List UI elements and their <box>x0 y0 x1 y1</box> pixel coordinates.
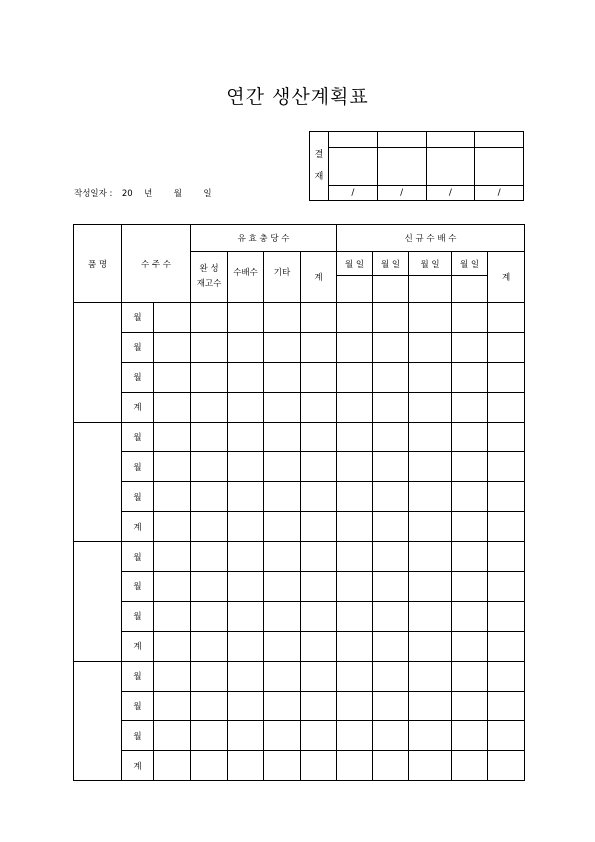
data-entry-cell[interactable] <box>264 691 301 721</box>
month-label: 월 <box>122 691 154 721</box>
data-entry-cell[interactable] <box>154 572 191 602</box>
data-entry-cell[interactable] <box>337 452 373 482</box>
month-day-entry-cell[interactable] <box>409 276 452 303</box>
data-entry-cell[interactable] <box>301 303 337 333</box>
approver-sign-cell[interactable] <box>329 148 378 186</box>
production-plan-table <box>73 224 525 781</box>
date-day-unit: 일 <box>203 189 212 199</box>
data-entry-cell[interactable] <box>409 572 452 602</box>
month-label: 월 <box>122 362 154 392</box>
header-month-day: 월 일 <box>373 252 409 276</box>
data-entry-cell[interactable] <box>452 721 488 751</box>
data-entry-cell[interactable] <box>228 751 264 781</box>
data-entry-cell[interactable] <box>452 392 488 422</box>
data-entry-cell[interactable] <box>301 362 337 392</box>
month-label: 월 <box>122 661 154 691</box>
table-row <box>74 601 525 631</box>
data-entry-cell[interactable] <box>301 631 337 661</box>
table-row <box>74 452 525 482</box>
approval-label <box>310 132 329 201</box>
data-entry-cell[interactable] <box>409 392 452 422</box>
data-entry-cell[interactable] <box>264 452 301 482</box>
data-entry-cell[interactable] <box>154 512 191 542</box>
data-entry-cell[interactable] <box>488 721 525 751</box>
header-new-total: 계 <box>488 252 525 303</box>
data-entry-cell[interactable] <box>191 362 228 392</box>
data-entry-cell[interactable] <box>452 572 488 602</box>
table-row <box>74 422 525 452</box>
data-entry-cell[interactable] <box>264 422 301 452</box>
data-entry-cell[interactable] <box>191 721 228 751</box>
data-entry-cell[interactable] <box>488 601 525 631</box>
product-name-cell[interactable] <box>74 542 122 662</box>
table-row <box>74 542 525 572</box>
data-entry-cell[interactable] <box>337 303 373 333</box>
month-label: 월 <box>122 572 154 602</box>
data-entry-cell[interactable] <box>373 572 409 602</box>
table-row <box>74 572 525 602</box>
date-line <box>74 187 212 199</box>
data-entry-cell[interactable] <box>154 303 191 333</box>
header-month-day: 월 일 <box>337 252 373 276</box>
month-label: 월 <box>122 303 154 333</box>
header-orders: 수 주 수 <box>122 225 191 303</box>
data-entry-cell[interactable] <box>337 512 373 542</box>
data-entry-cell[interactable] <box>301 721 337 751</box>
data-entry-cell[interactable] <box>409 303 452 333</box>
approver-title-cell[interactable] <box>329 132 378 148</box>
data-entry-cell[interactable] <box>264 661 301 691</box>
data-entry-cell[interactable] <box>154 542 191 572</box>
table-row <box>74 482 525 512</box>
data-entry-cell[interactable] <box>373 691 409 721</box>
header-distribution: 수배수 <box>228 252 264 303</box>
month-label: 월 <box>122 542 154 572</box>
data-entry-cell[interactable] <box>191 392 228 422</box>
data-entry-cell[interactable] <box>337 392 373 422</box>
data-entry-cell[interactable] <box>452 691 488 721</box>
data-entry-cell[interactable] <box>301 751 337 781</box>
table-row <box>74 303 525 333</box>
data-entry-cell[interactable] <box>228 601 264 631</box>
data-entry-cell[interactable] <box>409 601 452 631</box>
data-entry-cell[interactable] <box>264 332 301 362</box>
data-entry-cell[interactable] <box>337 751 373 781</box>
header-valid-allocation: 유 효 충 당 수 <box>191 225 337 252</box>
data-entry-cell[interactable] <box>409 452 452 482</box>
data-entry-cell[interactable] <box>154 392 191 422</box>
table-row <box>74 332 525 362</box>
data-entry-cell[interactable] <box>452 751 488 781</box>
approver-date-cell[interactable]: / <box>329 186 378 201</box>
date-month-unit: 월 <box>173 189 182 199</box>
data-entry-cell[interactable] <box>337 422 373 452</box>
data-entry-cell[interactable] <box>228 631 264 661</box>
table-row <box>74 751 525 781</box>
data-entry-cell[interactable] <box>337 691 373 721</box>
data-entry-cell[interactable] <box>228 721 264 751</box>
data-entry-cell[interactable] <box>488 542 525 572</box>
data-entry-cell[interactable] <box>373 601 409 631</box>
data-entry-cell[interactable] <box>264 751 301 781</box>
header-new-distribution: 신 규 수 배 수 <box>337 225 525 252</box>
table-row <box>74 362 525 392</box>
data-entry-cell[interactable] <box>154 362 191 392</box>
approver-sign-cell[interactable] <box>475 148 524 186</box>
data-entry-cell[interactable] <box>154 751 191 781</box>
data-entry-cell[interactable] <box>191 332 228 362</box>
data-entry-cell[interactable] <box>301 572 337 602</box>
month-label: 월 <box>122 721 154 751</box>
data-entry-cell[interactable] <box>301 392 337 422</box>
data-entry-cell[interactable] <box>191 452 228 482</box>
data-entry-cell[interactable] <box>488 482 525 512</box>
data-entry-cell[interactable] <box>373 303 409 333</box>
data-entry-cell[interactable] <box>488 452 525 482</box>
data-entry-cell[interactable] <box>228 422 264 452</box>
data-entry-cell[interactable] <box>228 303 264 333</box>
subtotal-label: 계 <box>122 512 154 542</box>
data-entry-cell[interactable] <box>301 512 337 542</box>
data-entry-cell[interactable] <box>373 482 409 512</box>
data-entry-cell[interactable] <box>264 303 301 333</box>
date-year-prefix: 20 <box>121 189 133 199</box>
data-entry-cell[interactable] <box>409 512 452 542</box>
data-entry-cell[interactable] <box>488 631 525 661</box>
data-entry-cell[interactable] <box>409 691 452 721</box>
data-entry-cell[interactable] <box>191 572 228 602</box>
data-entry-cell[interactable] <box>264 512 301 542</box>
data-entry-cell[interactable] <box>301 542 337 572</box>
data-entry-cell[interactable] <box>452 422 488 452</box>
data-entry-cell[interactable] <box>191 422 228 452</box>
data-entry-cell[interactable] <box>409 542 452 572</box>
date-year-unit: 년 <box>144 189 153 199</box>
data-entry-cell[interactable] <box>452 452 488 482</box>
data-entry-cell[interactable] <box>337 631 373 661</box>
approver-sign-cell[interactable] <box>377 148 426 186</box>
data-entry-cell[interactable] <box>264 392 301 422</box>
approver-date-cell[interactable]: / <box>475 186 524 201</box>
data-entry-cell[interactable] <box>409 422 452 452</box>
data-entry-cell[interactable] <box>488 362 525 392</box>
data-entry-cell[interactable] <box>154 691 191 721</box>
data-entry-cell[interactable] <box>191 482 228 512</box>
data-entry-cell[interactable] <box>154 452 191 482</box>
date-label: 작성일자 : <box>74 189 113 199</box>
data-entry-cell[interactable] <box>301 482 337 512</box>
header-finished-stock <box>191 252 228 303</box>
data-entry-cell[interactable] <box>154 631 191 661</box>
product-name-cell[interactable] <box>74 303 122 423</box>
data-entry-cell[interactable] <box>452 512 488 542</box>
approver-sign-cell[interactable] <box>426 148 475 186</box>
data-entry-cell[interactable] <box>264 601 301 631</box>
data-entry-cell[interactable] <box>373 512 409 542</box>
data-entry-cell[interactable] <box>488 422 525 452</box>
data-entry-cell[interactable] <box>228 452 264 482</box>
data-entry-cell[interactable] <box>191 631 228 661</box>
data-entry-cell[interactable] <box>373 721 409 751</box>
data-entry-cell[interactable] <box>373 392 409 422</box>
data-entry-cell[interactable] <box>264 721 301 751</box>
product-name-cell[interactable] <box>74 422 122 542</box>
data-entry-cell[interactable] <box>301 332 337 362</box>
data-entry-cell[interactable] <box>228 542 264 572</box>
data-entry-cell[interactable] <box>337 542 373 572</box>
data-entry-cell[interactable] <box>488 572 525 602</box>
data-entry-cell[interactable] <box>373 631 409 661</box>
header-month-day: 월 일 <box>409 252 452 276</box>
subtotal-label: 계 <box>122 631 154 661</box>
data-entry-cell[interactable] <box>373 452 409 482</box>
data-entry-cell[interactable] <box>373 661 409 691</box>
data-entry-cell[interactable] <box>488 661 525 691</box>
data-entry-cell[interactable] <box>154 422 191 452</box>
data-entry-cell[interactable] <box>488 751 525 781</box>
product-name-cell[interactable] <box>74 661 122 781</box>
data-entry-cell[interactable] <box>373 542 409 572</box>
data-entry-cell[interactable] <box>337 572 373 602</box>
data-entry-cell[interactable] <box>409 661 452 691</box>
data-entry-cell[interactable] <box>301 422 337 452</box>
data-entry-cell[interactable] <box>191 601 228 631</box>
approver-date-cell[interactable]: / <box>426 186 475 201</box>
header-product: 품 명 <box>74 225 122 303</box>
data-entry-cell[interactable] <box>191 691 228 721</box>
month-day-entry-cell[interactable] <box>452 276 488 303</box>
data-entry-cell[interactable] <box>337 721 373 751</box>
data-entry-cell[interactable] <box>264 362 301 392</box>
data-entry-cell[interactable] <box>409 362 452 392</box>
data-entry-cell[interactable] <box>301 661 337 691</box>
approver-title-cell[interactable] <box>377 132 426 148</box>
data-entry-cell[interactable] <box>191 751 228 781</box>
table-row <box>74 661 525 691</box>
month-label: 월 <box>122 482 154 512</box>
subtotal-label: 계 <box>122 751 154 781</box>
data-entry-cell[interactable] <box>301 601 337 631</box>
data-entry-cell[interactable] <box>488 512 525 542</box>
data-entry-cell[interactable] <box>228 661 264 691</box>
month-day-entry-cell[interactable] <box>373 276 409 303</box>
approver-title-cell[interactable] <box>475 132 524 148</box>
header-other: 기타 <box>264 252 301 303</box>
data-entry-cell[interactable] <box>191 512 228 542</box>
data-entry-cell[interactable] <box>264 542 301 572</box>
month-label: 월 <box>122 332 154 362</box>
data-entry-cell[interactable] <box>264 631 301 661</box>
data-entry-cell[interactable] <box>154 332 191 362</box>
data-entry-cell[interactable] <box>452 542 488 572</box>
data-entry-cell[interactable] <box>337 661 373 691</box>
table-row <box>74 691 525 721</box>
data-entry-cell[interactable] <box>452 332 488 362</box>
table-row <box>74 392 525 422</box>
data-entry-cell[interactable] <box>337 332 373 362</box>
month-label: 월 <box>122 452 154 482</box>
approval-label-bottom: 재 <box>314 172 324 182</box>
data-entry-cell[interactable] <box>409 482 452 512</box>
table-row <box>74 631 525 661</box>
data-entry-cell[interactable] <box>452 661 488 691</box>
approval-box <box>309 131 524 201</box>
data-entry-cell[interactable] <box>373 362 409 392</box>
month-label: 월 <box>122 422 154 452</box>
data-entry-cell[interactable] <box>228 332 264 362</box>
data-entry-cell[interactable] <box>301 691 337 721</box>
data-entry-cell[interactable] <box>228 362 264 392</box>
data-entry-cell[interactable] <box>452 631 488 661</box>
data-entry-cell[interactable] <box>409 721 452 751</box>
data-entry-cell[interactable] <box>409 631 452 661</box>
data-entry-cell[interactable] <box>191 303 228 333</box>
approver-title-cell[interactable] <box>426 132 475 148</box>
table-row <box>74 721 525 751</box>
data-entry-cell[interactable] <box>264 572 301 602</box>
data-entry-cell[interactable] <box>154 482 191 512</box>
header-month-day: 월 일 <box>452 252 488 276</box>
header-finished-stock-label: 완 성 재고수 <box>196 264 222 289</box>
data-entry-cell[interactable] <box>228 482 264 512</box>
data-entry-cell[interactable] <box>488 332 525 362</box>
data-entry-cell[interactable] <box>228 392 264 422</box>
data-entry-cell[interactable] <box>264 482 301 512</box>
approver-date-cell[interactable]: / <box>377 186 426 201</box>
data-entry-cell[interactable] <box>228 572 264 602</box>
data-entry-cell[interactable] <box>337 601 373 631</box>
data-entry-cell[interactable] <box>409 332 452 362</box>
approval-label-top: 결 <box>314 150 324 160</box>
table-row <box>74 512 525 542</box>
data-entry-cell[interactable] <box>337 482 373 512</box>
data-entry-cell[interactable] <box>154 601 191 631</box>
data-entry-cell[interactable] <box>488 303 525 333</box>
data-entry-cell[interactable] <box>373 751 409 781</box>
data-entry-cell[interactable] <box>301 452 337 482</box>
data-entry-cell[interactable] <box>452 482 488 512</box>
data-entry-cell[interactable] <box>409 751 452 781</box>
data-entry-cell[interactable] <box>452 362 488 392</box>
data-entry-cell[interactable] <box>373 422 409 452</box>
data-entry-cell[interactable] <box>191 661 228 691</box>
data-entry-cell[interactable] <box>452 601 488 631</box>
data-entry-cell[interactable] <box>154 661 191 691</box>
month-label: 월 <box>122 601 154 631</box>
data-entry-cell[interactable] <box>488 392 525 422</box>
data-entry-cell[interactable] <box>488 691 525 721</box>
data-entry-cell[interactable] <box>191 542 228 572</box>
data-entry-cell[interactable] <box>452 303 488 333</box>
month-day-entry-cell[interactable] <box>337 276 373 303</box>
data-entry-cell[interactable] <box>373 332 409 362</box>
page-title: 연간 생산계획표 <box>226 86 369 108</box>
data-entry-cell[interactable] <box>154 721 191 751</box>
subtotal-label: 계 <box>122 392 154 422</box>
data-entry-cell[interactable] <box>337 362 373 392</box>
data-entry-cell[interactable] <box>228 512 264 542</box>
header-valid-total: 계 <box>301 252 337 303</box>
data-entry-cell[interactable] <box>228 691 264 721</box>
